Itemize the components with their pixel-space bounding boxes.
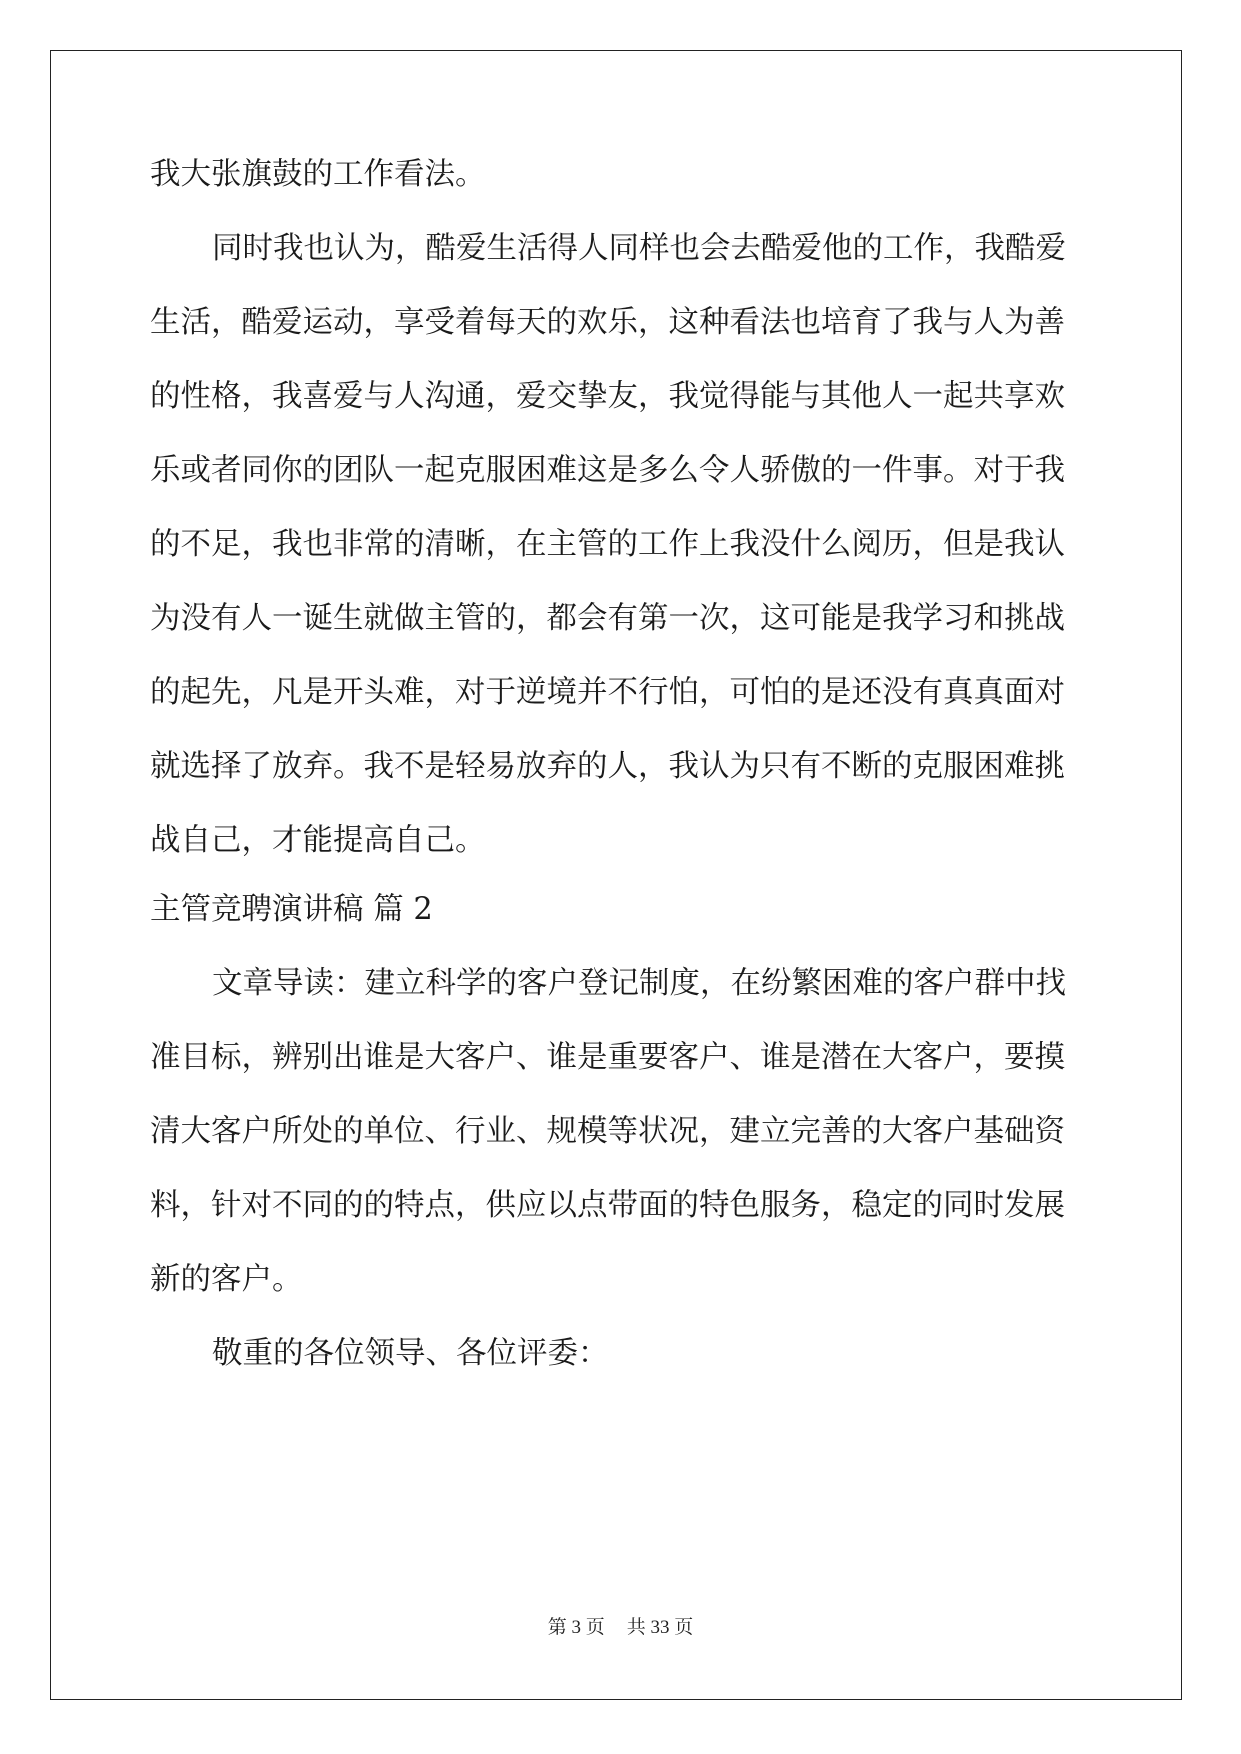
text-line: 准目标，辨别出谁是大客户、谁是重要客户、谁是潜在大客户，要摸 [150,1040,1065,1075]
page-number: 第 3 页 [547,1617,605,1638]
page-border [50,50,1182,1700]
page-footer [0,1612,1241,1639]
text-line: 的起先，凡是开头难，对于逆境并不行怕，可怕的是还没有真真面对 [150,675,1065,710]
text-line: 新的客户。 [150,1262,303,1297]
text-line: 清大客户所处的单位、行业、规模等状况，建立完善的大客户基础资 [150,1114,1065,1149]
paragraph-first-line: 同时我也认为，酷爱生活得人同样也会去酷爱他的工作，我酷爱 [212,231,1066,266]
text-line: 战自己，才能提高自己。 [150,823,486,858]
text-line: 我大张旗鼓的工作看法。 [150,157,486,192]
paragraph-first-line: 文章导读：建立科学的客户登记制度，在纷繁困难的客户群中找 [212,966,1066,1001]
page-total: 共 33 页 [626,1617,694,1638]
text-line: 乐或者同你的团队一起克服困难这是多么令人骄傲的一件事。对于我 [150,453,1065,488]
section-heading: 主管竞聘演讲稿 篇 2 [150,892,433,927]
text-line: 就选择了放弃。我不是轻易放弃的人，我认为只有不断的克服困难挑 [150,749,1065,784]
text-line: 料，针对不同的的特点，供应以点带面的特色服务，稳定的同时发展 [150,1188,1065,1223]
text-line: 为没有人一诞生就做主管的，都会有第一次，这可能是我学习和挑战 [150,601,1065,636]
text-line: 的性格，我喜爱与人沟通，爱交挚友，我觉得能与其他人一起共享欢 [150,379,1065,414]
text-line: 生活，酷爱运动，享受着每天的欢乐，这种看法也培育了我与人为善 [150,305,1065,340]
text-line: 的不足，我也非常的清晰，在主管的工作上我没什么阅历，但是我认 [150,527,1065,562]
salutation-line: 敬重的各位领导、各位评委： [212,1336,609,1371]
